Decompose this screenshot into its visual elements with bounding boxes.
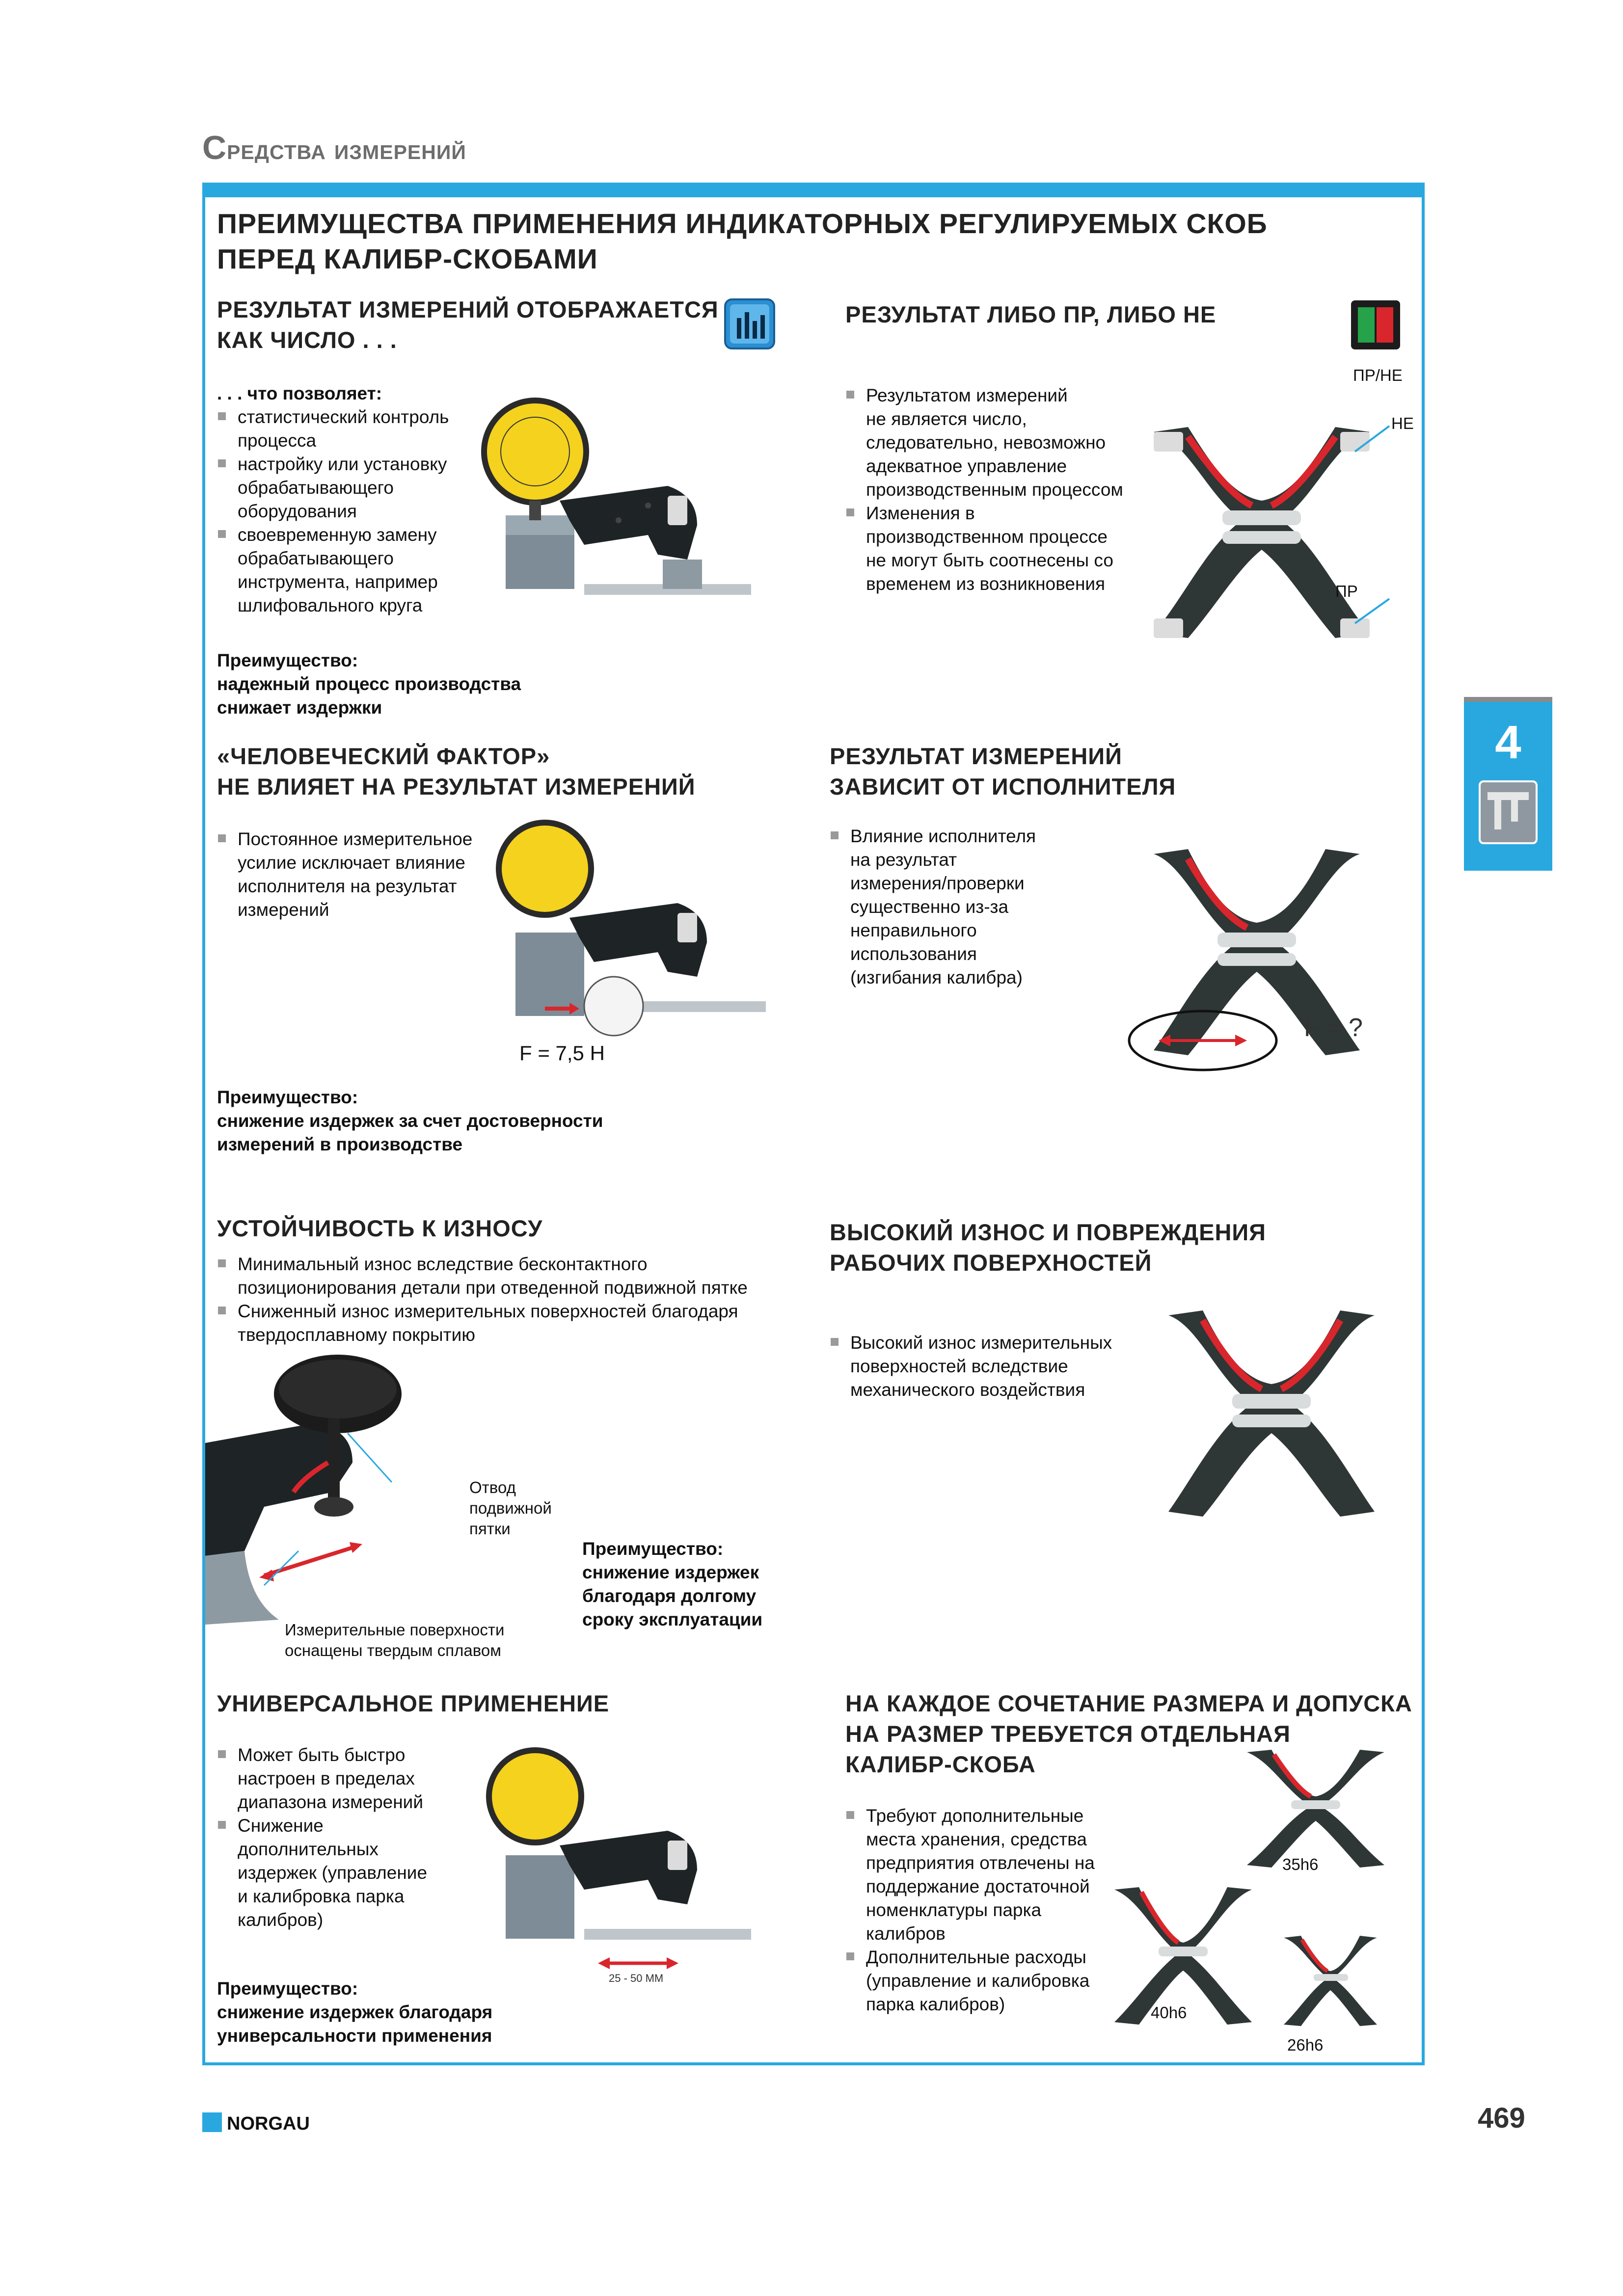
retract-label: Отвод подвижной пятки — [469, 1478, 552, 1538]
worn-caliper-image — [1139, 1306, 1394, 1536]
snap-gauge-force-image — [471, 820, 785, 1045]
bar-chart-icon — [724, 298, 775, 349]
s1-lead: . . . что позволяет: — [217, 383, 382, 403]
list-item: Требуют дополнительные места хранения, средства предприятия отвлечены на поддержание достаточной номенклатуры парка калибров — [845, 1804, 1140, 1946]
list-item: Постоянное измерительное усилие исключает влияние исполнителя на результат измерений — [217, 828, 502, 922]
s7-bullets — [217, 1743, 472, 1932]
s3-bullets — [217, 828, 502, 922]
s7-title: УНИВЕРСАЛЬНОЕ ПРИМЕНЕНИЕ — [217, 1690, 610, 1716]
s3-title: «ЧЕЛОВЕЧЕСКИЙ ФАКТОР» НЕ ВЛИЯЕТ НА РЕЗУЛЬТАТ ИЗМЕРЕНИЙ — [217, 743, 696, 800]
caliper-icon — [1479, 780, 1538, 844]
chapter-number: 4 — [1495, 716, 1521, 769]
s5-title: УСТОЙЧИВОСТЬ К ИЗНОСУ — [217, 1215, 543, 1241]
snap-gauge-range-image — [471, 1747, 785, 1973]
gauge-label-26h6: 26h6 — [1287, 2036, 1324, 2054]
s1-advantage: Преимущество: надежный процесс производства снижает издержки — [217, 650, 521, 718]
list-item: Минимальный износ вследствие бесконтактного позиционирования детали при отведенной подвижной пятке — [217, 1253, 806, 1300]
s7-advantage: Преимущество: снижение издержек благодаря универсальности применения — [217, 1978, 493, 2046]
s4-title: РЕЗУЛЬТАТ ИЗМЕРЕНИЙ ЗАВИСИТ ОТ ИСПОЛНИТЕЛЯ — [830, 743, 1176, 800]
chapter-tab[interactable] — [1464, 697, 1552, 871]
gauge-label-40h6: 40h6 — [1151, 2003, 1187, 2022]
brand-name: NORGAU — [227, 2113, 310, 2134]
s8-title: НА КАЖДОЕ СОЧЕТАНИЕ РАЗМЕРА И ДОПУСКА НА РАЗМЕР ТРЕБУЕТСЯ ОТДЕЛЬНАЯ КАЛИБР-СКОБА — [845, 1690, 1412, 1777]
s5-bullets — [217, 1253, 806, 1347]
list-item: Изменения в производственном процессе не могут быть соотнесены со временем из возникновения — [845, 502, 1160, 596]
list-item: Дополнительные расходы (управление и калибровка парка калибров) — [845, 1946, 1140, 2016]
s2-bullets — [845, 384, 1160, 596]
list-item: Сниженный износ измерительных поверхностей благодаря твердосплавному покрытию — [217, 1300, 806, 1347]
snap-gauge-image — [471, 398, 785, 623]
brand-square — [202, 2112, 222, 2132]
page-title: ПРЕИМУЩЕСТВА ПРИМЕНЕНИЯ ИНДИКАТОРНЫХ РЕГУЛИРУЕМЫХ СКОБ ПЕРЕД КАЛИБР-СКОБАМИ — [217, 208, 1268, 275]
caliper-gauge-image — [1134, 422, 1389, 648]
list-item: Влияние исполнителя на результат измерения/проверки существенно из-за неправильного использования (изгибания калибра) — [830, 825, 1105, 989]
list-item: статистический контроль процесса — [217, 405, 482, 453]
s1-title: РЕЗУЛЬТАТ ИЗМЕРЕНИЙ ОТОБРАЖАЕТСЯ КАК ЧИСЛО . . . — [217, 296, 719, 353]
s6-bullets — [830, 1331, 1144, 1402]
surfaces-label: Измерительные поверхности оснащены твердым сплавом — [285, 1621, 505, 1659]
s4-bullets — [830, 825, 1105, 989]
label-pr: ПР — [1335, 582, 1358, 600]
s2-title: РЕЗУЛЬТАТ ЛИБО ПР, ЛИБО НЕ — [845, 301, 1217, 327]
frame-top-bar — [202, 183, 1425, 197]
gauge-label-35h6: 35h6 — [1282, 1855, 1319, 1873]
force-label: F = 7,5 Н — [519, 1041, 605, 1065]
s8-bullets — [845, 1804, 1140, 2016]
list-item: настройку или установку обрабатывающего оборудования — [217, 453, 482, 523]
force-unknown-label: F = ? — [1304, 1014, 1363, 1042]
section-category: Средства измерений — [202, 129, 466, 166]
list-item: Высокий износ измерительных поверхностей вследствие механического воздействия — [830, 1331, 1144, 1402]
range-label: 25 - 50 ММ — [609, 1972, 664, 1984]
label-ne: НЕ — [1391, 414, 1414, 432]
list-item: Результатом измерений не является число, следовательно, невозможно адекватное управление производственным процессом — [845, 384, 1160, 502]
s5-advantage: Преимущество: снижение издержек благодаря долгому сроку эксплуатации — [582, 1539, 763, 1629]
gauge-26h6-image — [1276, 1934, 1384, 2032]
s3-advantage: Преимущество: снижение издержек за счет достоверности измерений в производстве — [217, 1087, 603, 1154]
s1-bullets — [217, 405, 482, 617]
go-nogo-label: ПР/НЕ — [1353, 366, 1403, 384]
list-item: Снижение дополнительных издержек (управление и калибровка парка калибров) — [217, 1814, 472, 1932]
s6-title: ВЫСОКИЙ ИЗНОС И ПОВРЕЖДЕНИЯ РАБОЧИХ ПОВЕРХНОСТЕЙ — [830, 1219, 1266, 1276]
list-item: Может быть быстро настроен в пределах диапазона измерений — [217, 1743, 472, 1814]
go-nogo-icon — [1351, 300, 1400, 349]
page-number: 469 — [1478, 2102, 1525, 2134]
list-item: своевременную замену обрабатывающего инструмента, например шлифовального круга — [217, 523, 482, 617]
